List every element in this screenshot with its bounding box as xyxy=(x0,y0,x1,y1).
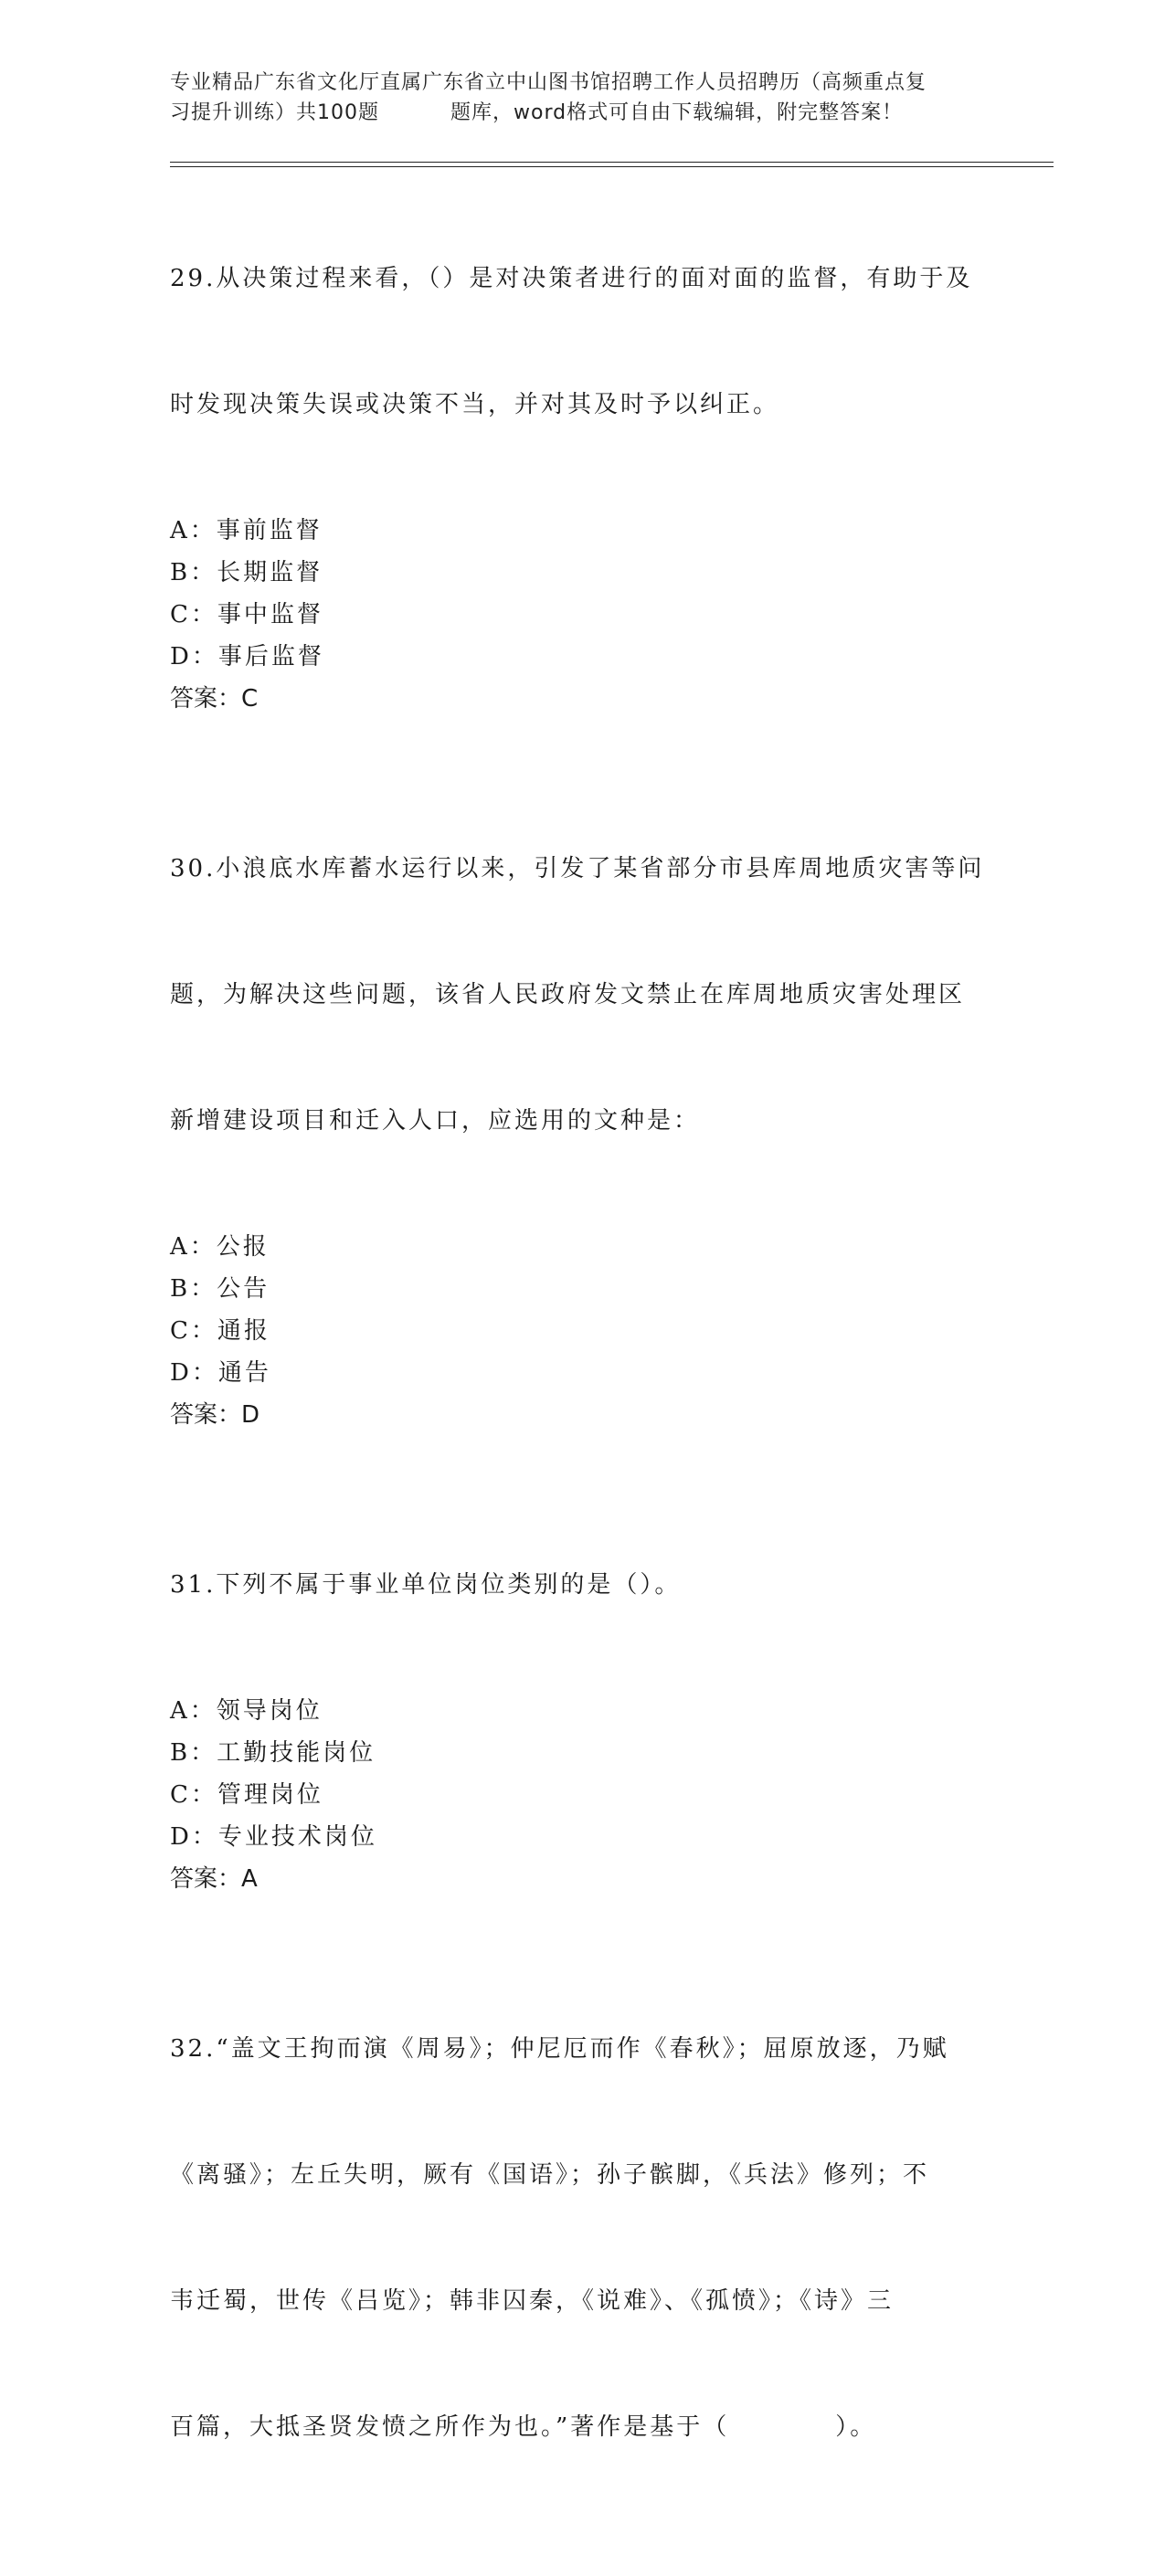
question-29 xyxy=(170,174,992,720)
question-text-line: 30.小浪底水库蓄水运行以来，引发了某省部分市县库周地质灾害等问 xyxy=(170,855,985,882)
question-text-line: 时发现决策失误或决策不当，并对其及时予以纠正。 xyxy=(170,391,780,418)
option-c: C：通报 xyxy=(170,1317,270,1345)
question-text-line: 题，为解决这些问题，该省人民政府发文禁止在库周地质灾害处理区 xyxy=(170,981,966,1008)
answer: 答案：A xyxy=(170,1865,258,1893)
option-b: B：工勤技能岗位 xyxy=(170,1739,376,1767)
header-title-line-1: 专业精品广东省文化厅直属广东省立中山图书馆招聘工作人员招聘历（高频重点复 xyxy=(170,71,927,94)
question-text-line: 韦迁蜀，世传《吕览》；韩非囚秦，《说难》、《孤愤》；《诗》三 xyxy=(170,2287,895,2315)
question-31 xyxy=(170,1480,992,1900)
option-b: B：公告 xyxy=(170,1275,270,1303)
option-d: D：专业技术岗位 xyxy=(170,1823,377,1851)
question-list xyxy=(170,174,992,2576)
page-header xyxy=(170,68,992,128)
option-a: A：公报 xyxy=(170,1233,270,1261)
question-text-line: 31.下列不属于事业单位岗位类别的是（）。 xyxy=(170,1571,682,1599)
option-a: A：事前监督 xyxy=(170,517,323,544)
option-a: A：领导岗位 xyxy=(170,1697,323,1725)
question-text-line: 29.从决策过程来看，（）是对决策者进行的面对面的监督，有助于及 xyxy=(170,265,973,292)
option-c: C：管理岗位 xyxy=(170,1781,323,1809)
header-title-line-2 xyxy=(170,98,992,128)
option-b: B：长期监督 xyxy=(170,559,323,586)
answer: 答案：C xyxy=(170,685,259,713)
question-text xyxy=(170,1480,992,1690)
option-d: D：事后监督 xyxy=(170,643,324,670)
question-text xyxy=(170,174,992,510)
answer: 答案：D xyxy=(170,1401,260,1429)
header-title-line-2-right: 题库，word格式可自由下载编辑，附完整答案！ xyxy=(450,101,904,124)
question-30 xyxy=(170,764,992,1436)
question-text-line: 《离骚》；左丘失明，厥有《国语》；孙子髌脚，《兵法》修列；不 xyxy=(170,2161,930,2189)
header-title-line-2-left: 习提升训练）共100题 xyxy=(170,101,379,124)
header-divider-top xyxy=(170,162,1054,163)
header-divider-bottom xyxy=(170,166,1054,167)
question-text-line: 新增建设项目和迁入人口，应选用的文种是： xyxy=(170,1107,701,1135)
question-32 xyxy=(170,1944,992,2532)
option-d: D：通告 xyxy=(170,1359,271,1387)
question-text-line: 32.“盖文王拘而演《周易》；仲尼厄而作《春秋》；屈原放逐，乃赋 xyxy=(170,2035,949,2063)
option-c: C：事中监督 xyxy=(170,601,323,628)
question-text xyxy=(170,1944,992,2532)
question-text-line: 百篇，大抵圣贤发愤之所作为也。”著作是基于（ ）。 xyxy=(170,2413,877,2441)
question-text xyxy=(170,764,992,1226)
